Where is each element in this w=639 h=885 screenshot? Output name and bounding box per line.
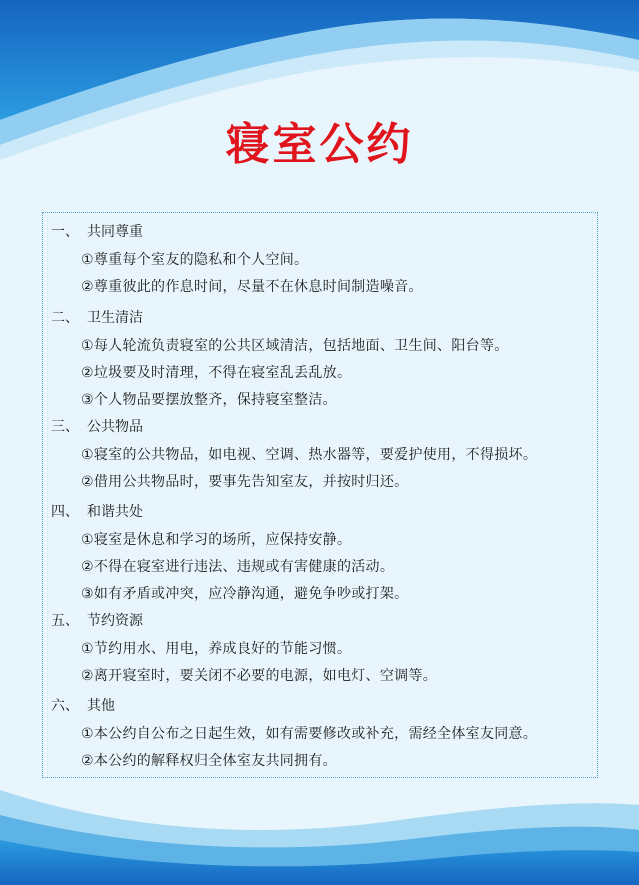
section-heading [51, 501, 143, 521]
section-heading [51, 610, 143, 630]
rule-item: ①寝室的公共物品，如电视、空调、热水器等，要爱护使用，不得损坏。 [81, 447, 538, 463]
rule-item: ①尊重每个室友的隐私和个人空间。 [81, 252, 309, 268]
rule-item: ②借用公共物品时，要事先告知室友，并按时归还。 [81, 474, 409, 490]
rule-item: ①寝室是休息和学习的场所，应保持安静。 [81, 532, 352, 548]
rule-item: ③个人物品要摆放整齐，保持寝室整洁。 [81, 392, 337, 408]
rule-item: ②不得在寝室进行违法、违规或有害健康的活动。 [81, 559, 395, 575]
section-number: 五、 [51, 613, 79, 629]
section-title: 卫生清洁 [87, 310, 143, 326]
rules-box [42, 212, 598, 778]
rule-item: ①本公约自公布之日起生效，如有需要修改或补充，需经全体室友同意。 [81, 726, 538, 742]
rule-item: ③如有矛盾或冲突，应冷静沟通，避免争吵或打架。 [81, 586, 409, 602]
section-heading [51, 695, 115, 715]
section-title: 和谐共处 [87, 504, 143, 520]
rule-item: ②离开寝室时，要关闭不必要的电源，如电灯、空调等。 [81, 668, 438, 684]
section-heading [51, 307, 143, 327]
rule-item: ②尊重彼此的作息时间，尽量不在休息时间制造噪音。 [81, 279, 423, 295]
section-title: 公共物品 [87, 419, 143, 435]
section-number: 二、 [51, 310, 79, 326]
section-number: 六、 [51, 698, 79, 714]
rule-item: ①每人轮流负责寝室的公共区域清洁，包括地面、卫生间、阳台等。 [81, 338, 509, 354]
section-number: 三、 [51, 419, 79, 435]
section-title: 其他 [87, 698, 115, 714]
rule-item: ①节约用水、用电，养成良好的节能习惯。 [81, 641, 352, 657]
page-title: 寝室公约 [225, 119, 414, 170]
section-number: 四、 [51, 504, 79, 520]
rule-item: ②垃圾要及时清理，不得在寝室乱丢乱放。 [81, 365, 352, 381]
section-number: 一、 [51, 224, 79, 240]
rule-item: ②本公约的解释权归全体室友共同拥有。 [81, 753, 337, 769]
section-heading [51, 416, 143, 436]
section-title: 节约资源 [87, 613, 143, 629]
section-title: 共同尊重 [87, 224, 143, 240]
section-heading [51, 221, 143, 241]
